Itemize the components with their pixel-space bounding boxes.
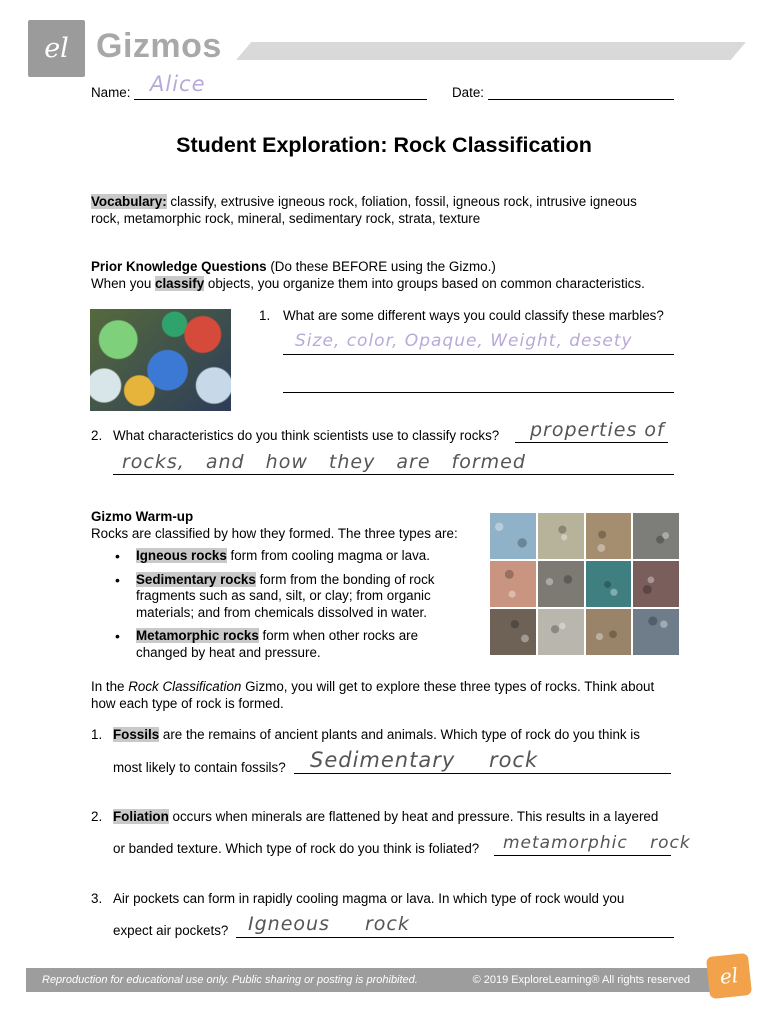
q2-answer-a[interactable]: properties of [530, 419, 665, 441]
explore-text-c: how each type of rock is formed. [91, 695, 284, 711]
header-bar [236, 42, 746, 60]
marbles-photo [90, 309, 231, 411]
prior-knowledge-note: (Do these BEFORE using the Gizmo.) [266, 259, 496, 274]
fossil-q-text [113, 727, 693, 742]
list-item-text: form from the bonding of rock [255, 571, 435, 587]
rock-sample-tile [633, 513, 679, 559]
foliation-answer-line[interactable] [494, 855, 671, 856]
rock-sample-tile [538, 513, 584, 559]
explorelearning-logo-icon: el [706, 953, 752, 999]
name-line [134, 99, 427, 100]
fossil-q-number: 1. [91, 727, 103, 742]
rock-sample-tile [633, 561, 679, 607]
air-pocket-q-text-b: expect air pockets? [113, 923, 229, 938]
air-pocket-q-number: 3. [91, 891, 103, 906]
name-value[interactable]: Alice [150, 72, 206, 96]
rock-sample-tile [586, 513, 632, 559]
rock-sample-tile [490, 609, 536, 655]
gizmo-name: Rock Classification [128, 679, 242, 694]
rock-sample-tile [490, 561, 536, 607]
date-label: Date: [452, 85, 485, 100]
q2-number: 2. [91, 428, 103, 443]
name-label: Name: [91, 85, 131, 100]
prior-knowledge-heading: Prior Knowledge Questions [91, 259, 267, 274]
q1-text: What are some different ways you could classify these marbles? [283, 308, 664, 323]
q1-answer[interactable]: Size, color, Opaque, Weight, desety [295, 331, 633, 351]
metamorphic-term: Metamorphic rocks [136, 628, 259, 643]
foliation-q-number: 2. [91, 809, 103, 824]
warmup-intro: Rocks are classified by how they formed. The three types are: [91, 525, 458, 541]
footer-copyright: © 2019 ExploreLearning® All rights reserved [472, 974, 690, 986]
q2-answer-line-1[interactable] [515, 442, 668, 443]
list-item [91, 548, 491, 565]
brand-name: Gizmos [96, 27, 222, 65]
date-line[interactable] [488, 99, 674, 100]
list-item-text: changed by heat and pressure. [136, 644, 321, 660]
vocabulary-text-1: classify, extrusive igneous rock, foliation, fossil, igneous rock, intrusive igneous [166, 194, 637, 209]
rock-sample-tile [633, 609, 679, 655]
explore-text [91, 679, 691, 712]
rock-sample-tile [586, 561, 632, 607]
fossil-answer[interactable]: Sedimentary rock [310, 748, 539, 772]
fossil-q-text-b: most likely to contain fossils? [113, 760, 286, 775]
q2-answer-line-2[interactable] [113, 474, 674, 475]
rock-sample-tile [538, 609, 584, 655]
vocabulary-label: Vocabulary: [91, 194, 167, 209]
rock-sample-tile [586, 609, 632, 655]
foliation-q-text-a: occurs when minerals are flattened by heat and pressure. This results in a layered [168, 809, 659, 824]
q1-number: 1. [259, 308, 271, 323]
list-item-text: fragments such as sand, silt, or clay; from organic [136, 588, 431, 603]
list-item-text: form when other rocks are [258, 628, 419, 643]
vocabulary-text-2: rock, metamorphic rock, mineral, sedimentary rock, strata, texture [91, 210, 481, 226]
air-pocket-q-text: Air pockets can form in rapidly cooling magma or lava. In which type of rock would you [113, 891, 625, 906]
gizmos-logo-icon: el [28, 20, 85, 77]
rock-sample-tile [490, 513, 536, 559]
fossil-q-text-a: are the remains of ancient plants and animals. Which type of rock do you think is [159, 727, 640, 742]
intro-text-after: objects, you organize them into groups based on common characteristics. [204, 275, 645, 291]
sedimentary-term: Sedimentary rocks [136, 571, 256, 587]
classify-term: classify [155, 275, 205, 291]
q2-text: What characteristics do you think scientists use to classify rocks? [113, 428, 500, 443]
list-item [91, 628, 491, 661]
footer-bar [26, 968, 716, 992]
air-pocket-answer-line[interactable] [236, 937, 674, 938]
foliation-q-text [113, 809, 693, 824]
q2-answer-b[interactable]: rocks, and how they are formed [122, 451, 526, 473]
list-item [91, 572, 491, 622]
fossils-term: Fossils [113, 727, 160, 742]
rock-samples-photo [490, 513, 679, 655]
list-item-text: materials; and from chemicals dissolved in water. [136, 604, 427, 620]
page-title: Student Exploration: Rock Classification [176, 133, 592, 157]
foliation-q-text-b: or banded texture. Which type of rock do you think is foliated? [113, 841, 480, 856]
foliation-answer[interactable]: metamorphic rock [503, 833, 691, 853]
warmup-heading: Gizmo Warm-up [91, 509, 194, 524]
list-item-text: form from cooling magma or lava. [226, 548, 430, 563]
q1-answer-line-1[interactable] [283, 354, 674, 355]
explore-text-b: Gizmo, you will get to explore these three types of rocks. Think about [241, 679, 655, 694]
vocabulary-section [91, 194, 691, 227]
explore-text-a: In the [91, 679, 129, 694]
warmup-section [91, 509, 491, 668]
air-pocket-answer[interactable]: Igneous rock [248, 913, 410, 935]
intro-text: When you [91, 275, 156, 291]
rock-sample-tile [538, 561, 584, 607]
fossil-answer-line[interactable] [294, 773, 671, 774]
footer-notice: Reproduction for educational use only. Public sharing or posting is prohibited. [42, 974, 418, 986]
rock-types-list [91, 548, 491, 661]
igneous-term: Igneous rocks [136, 548, 227, 563]
q1-answer-line-2[interactable] [283, 392, 674, 393]
foliation-term: Foliation [113, 809, 169, 824]
prior-knowledge-section [91, 259, 711, 292]
